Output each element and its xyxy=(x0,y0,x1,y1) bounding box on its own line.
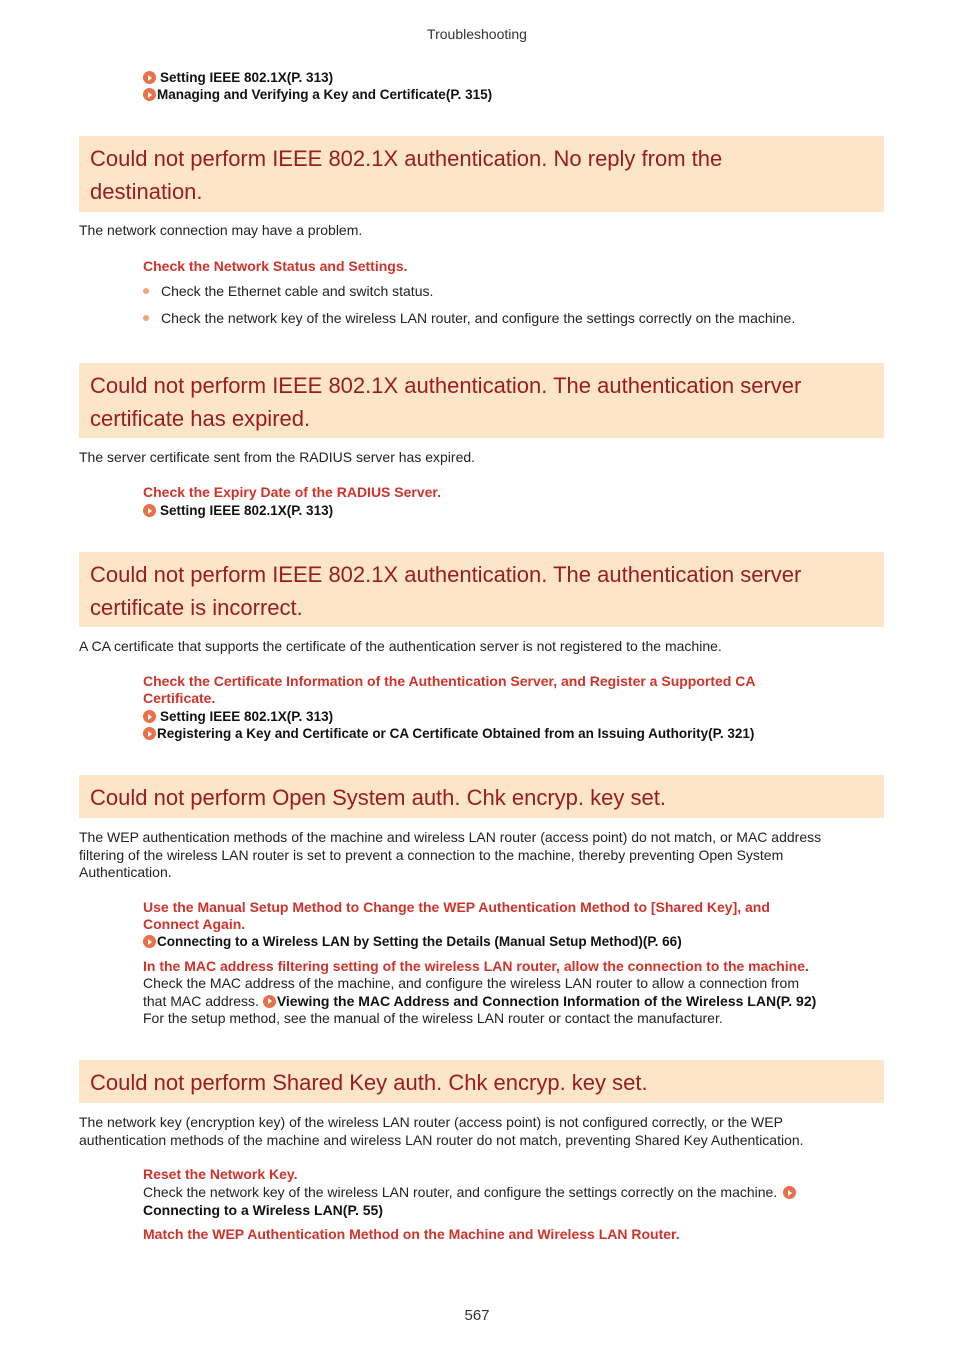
section-heading-cert-expired: Could not perform IEEE 802.1X authentication. The authentication server certificate has expired. xyxy=(79,363,884,438)
section-heading-shared-key: Could not perform Shared Key auth. Chk encryp. key set. xyxy=(79,1060,884,1103)
link-manual-setup-method[interactable]: Connecting to a Wireless LAN by Setting the Details (Manual Setup Method)(P. 66) xyxy=(143,933,682,950)
arrow-right-icon xyxy=(143,935,156,948)
action-heading: Check the Expiry Date of the RADIUS Server. xyxy=(143,484,441,500)
section-description: A CA certificate that supports the certificate of the authentication server is not registered to the machine. xyxy=(79,638,722,654)
section-description: The network key (encryption key) of the wireless LAN router (access point) is not configured correctly, or the WEP authentication methods of the machine and wireless LAN router do not match, preventing Shared Key Authentication. xyxy=(79,1114,804,1148)
arrow-right-icon xyxy=(783,1186,796,1199)
bullet-icon xyxy=(143,288,149,294)
link-setting-ieee-8021x[interactable]: Setting IEEE 802.1X(P. 313) xyxy=(143,708,333,725)
arrow-right-icon xyxy=(143,710,156,723)
action-body: Check the MAC address of the machine, and configure the wireless LAN router to allow a connection from that MAC address. Viewing the MAC Address and Connection Information of the Wireless LAN(P. 92) For the setup method, see the manual of the wireless LAN router or contact the manufacturer. xyxy=(143,975,817,1026)
section-description: The server certificate sent from the RADIUS server has expired. xyxy=(79,449,476,465)
link-managing-key-certificate[interactable]: Managing and Verifying a Key and Certificate(P. 315) xyxy=(143,86,492,103)
action-heading: Match the WEP Authentication Method on the Machine and Wireless LAN Router. xyxy=(143,1226,680,1242)
action-heading: In the MAC address filtering setting of the wireless LAN router, allow the connection to the machine. xyxy=(143,958,809,974)
link-registering-key-certificate[interactable]: Registering a Key and Certificate or CA Certificate Obtained from an Issuing Authority(P. 321) xyxy=(143,725,754,742)
link-setting-ieee-8021x[interactable]: Setting IEEE 802.1X(P. 313) xyxy=(143,69,333,86)
bullet-item: Check the network key of the wireless LAN router, and configure the settings correctly on the machine. xyxy=(143,310,795,328)
action-heading: Reset the Network Key. xyxy=(143,1166,298,1182)
section-description: The WEP authentication methods of the machine and wireless LAN router (access point) do not match, or MAC address filtering of the wireless LAN router is set to prevent a connection to the machine, thereby preventing Open System Authentication. xyxy=(79,829,822,880)
arrow-right-icon xyxy=(263,995,276,1008)
link-view-mac-address[interactable]: Viewing the MAC Address and Connection Information of the Wireless LAN(P. 92) xyxy=(263,993,816,1009)
section-heading-no-reply: Could not perform IEEE 802.1X authentication. No reply from the destination. xyxy=(79,136,884,212)
section-description: The network connection may have a problem. xyxy=(79,222,363,238)
section-heading-open-system: Could not perform Open System auth. Chk encryp. key set. xyxy=(79,775,884,818)
arrow-right-icon xyxy=(143,88,156,101)
arrow-right-icon xyxy=(143,727,156,740)
action-body: Check the network key of the wireless LAN router, and configure the settings correctly on the machine. Connecting to a Wireless LAN(P. 55) xyxy=(143,1184,800,1219)
link-connecting-wireless-lan[interactable]: Connecting to a Wireless LAN(P. 55) xyxy=(143,1201,383,1218)
arrow-right-icon xyxy=(143,504,156,517)
link-setting-ieee-8021x[interactable]: Setting IEEE 802.1X(P. 313) xyxy=(143,502,333,519)
action-heading: Check the Network Status and Settings. xyxy=(143,258,408,274)
action-heading: Use the Manual Setup Method to Change the WEP Authentication Method to [Shared Key], and Connect Again. xyxy=(143,899,770,932)
bullet-item: Check the Ethernet cable and switch status. xyxy=(143,283,433,301)
page-header-title: Troubleshooting xyxy=(427,26,527,42)
bullet-icon xyxy=(143,315,149,321)
section-heading-cert-incorrect: Could not perform IEEE 802.1X authentication. The authentication server certificate is incorrect. xyxy=(79,552,884,627)
page-number: 567 xyxy=(464,1307,490,1324)
action-heading: Check the Certificate Information of the Authentication Server, and Register a Supported CA Certificate. xyxy=(143,673,756,706)
arrow-right-icon xyxy=(143,71,156,84)
